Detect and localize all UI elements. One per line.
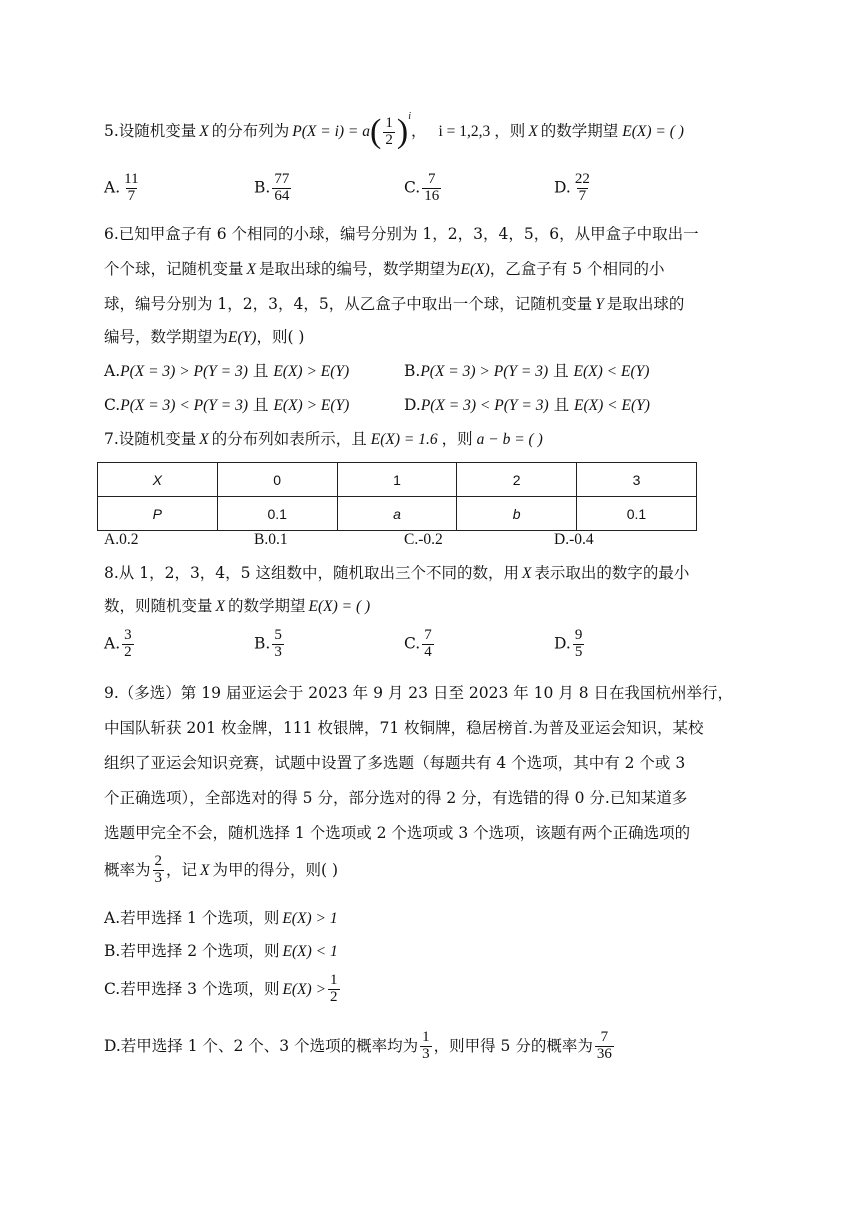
q5-text-a: 5.设随机变量 [104,122,197,141]
q5-option-a: A. $\frac{11}{7}$ [104,171,139,204]
table-row [98,497,697,531]
q6-option-c: C.P(X = 3) < P(Y = 3) 且 E(X) > E(Y) [104,396,350,414]
q8-line-1: 8.从 1，2，3，4，5 这组数中，随机取出三个不同的数，用 X 表示取出的数字的最小 [104,564,690,582]
q8-option-c: C. $\frac{7}{4}$ [404,627,432,660]
q9-line-1: 9.（多选）第 19 届亚运会于 2023 年 9 月 23 日至 2023 年 10 月 8 日在我国杭州举行， [104,684,734,702]
q7-stem: 7.设随机变量 X 的分布列如表所示，且 E(X) = 1.6 ，则 a − b = ( ) [104,430,543,448]
table-row [98,463,697,497]
q5-text-e: 的数学期望 [540,122,619,141]
q5-text-d: ，则 [494,122,526,141]
table-cell: 0.1 [576,497,696,531]
q5-var-x: X [199,123,209,141]
q9-line-3: 组织了亚运会知识竞赛，试题中设置了多选题（每题共有 4 个选项，其中有 2 个或 3 [104,754,686,772]
q5-text-b: 的分布列为 [211,122,290,141]
q6-line-2: 个个球，记随机变量 X 是取出球的编号，数学期望为E(X)，乙盒子有 5 个相同的小 [104,260,665,278]
q6-line-4: 编号，数学期望为E(Y)，则( ) [104,328,305,346]
q6-option-a: A.P(X = 3) > P(Y = 3) 且 E(X) > E(Y) [104,362,350,380]
table-cell: b [457,497,577,531]
q8-line-2: 数，则随机变量 X 的数学期望 E(X) = ( ) [104,597,371,615]
table-cell: X [98,463,218,497]
q9-line-5: 选题甲完全不会，随机选择 1 个选项或 2 个选项或 3 个选项，该题有两个正确选项的 [104,824,691,842]
q9-probability-fraction: $\frac{2}{3}$ [154,853,163,886]
table-cell: 1 [337,463,457,497]
q5-option-d: D. $\frac{22}{7}$ [554,171,590,204]
q5-domain: i = 1,2,3 [438,123,491,141]
q6-option-b: B.P(X = 3) > P(Y = 3) 且 E(X) < E(Y) [404,362,650,380]
q5-text-c: ， [410,122,427,141]
q7-option-b: B.0.1 [254,531,288,548]
q7-option-d: D.-0.4 [554,531,594,548]
q8-option-d: D. $\frac{9}{5}$ [554,627,583,660]
q9-option-a: A.若甲选择 1 个选项，则 E(X) > 1 [104,909,338,927]
q6-line-3: 球，编号分别为 1，2，3，4，5，从乙盒子中取出一个球，记随机变量 Y 是取出球的 [104,295,685,313]
q6-option-d: D.P(X = 3) < P(Y = 3) 且 E(X) < E(Y) [404,396,650,414]
q9-option-b: B.若甲选择 2 个选项，则 E(X) < 1 [104,942,338,960]
q5-stem: 5.设随机变量 X 的分布列为 P(X = i) = a ( $\frac{1}{2}$ ) $^i$ ， i = 1,2,3 ，则 X 的数学期望 E(X) = ( ) [104,111,684,150]
q9-line-2: 中国队斩获 201 枚金牌，111 枚银牌，71 枚铜牌，稳居榜首.为普及亚运会知识，某校 [104,719,704,737]
table-cell: 3 [576,463,696,497]
q5-formula-lhs: P(X = i) = a [292,123,371,141]
q9-line-6: 概率为 $\frac{2}{3}$ ，记 X 为甲的得分，则( ) [104,853,339,886]
table-cell: a [337,497,457,531]
q7-option-c: C.-0.2 [404,531,443,548]
q5-half-fraction: $\frac{1}{2}$ [385,114,393,148]
q5-exponent: i [408,111,411,122]
q5-expect: E(X) = ( ) [622,123,684,141]
q8-option-a: A. $\frac{3}{2}$ [104,627,132,660]
q9-line-4: 个正确选项），全部选对的得 5 分，部分选对的得 2 分，有选错的得 0 分.已知某道多 [104,789,688,807]
table-cell: 2 [457,463,577,497]
table-cell: 0 [217,463,337,497]
table-cell: P [98,497,218,531]
q5-option-c: C. $\frac{7}{16}$ [404,171,440,204]
q9-option-c: C.若甲选择 3 个选项，则 E(X) > $\frac{1}{2}$ [104,972,338,1005]
q9-option-d: D.若甲选择 1 个、2 个、3 个选项的概率均为 $\frac{1}{3}$ ，则甲得 5 分的概率为 $\frac{7}{36}$ [104,1029,612,1062]
q5-option-b: B. $\frac{77}{64}$ [254,171,290,204]
table-cell: 0.1 [217,497,337,531]
q6-line-1: 6.已知甲盒子有 6 个相同的小球，编号分别为 1，2，3，4，5，6，从甲盒子中取出一 [104,225,699,243]
q7-distribution-table [97,462,697,531]
q7-option-a: A.0.2 [104,531,139,548]
q8-option-b: B. $\frac{5}{3}$ [254,627,282,660]
